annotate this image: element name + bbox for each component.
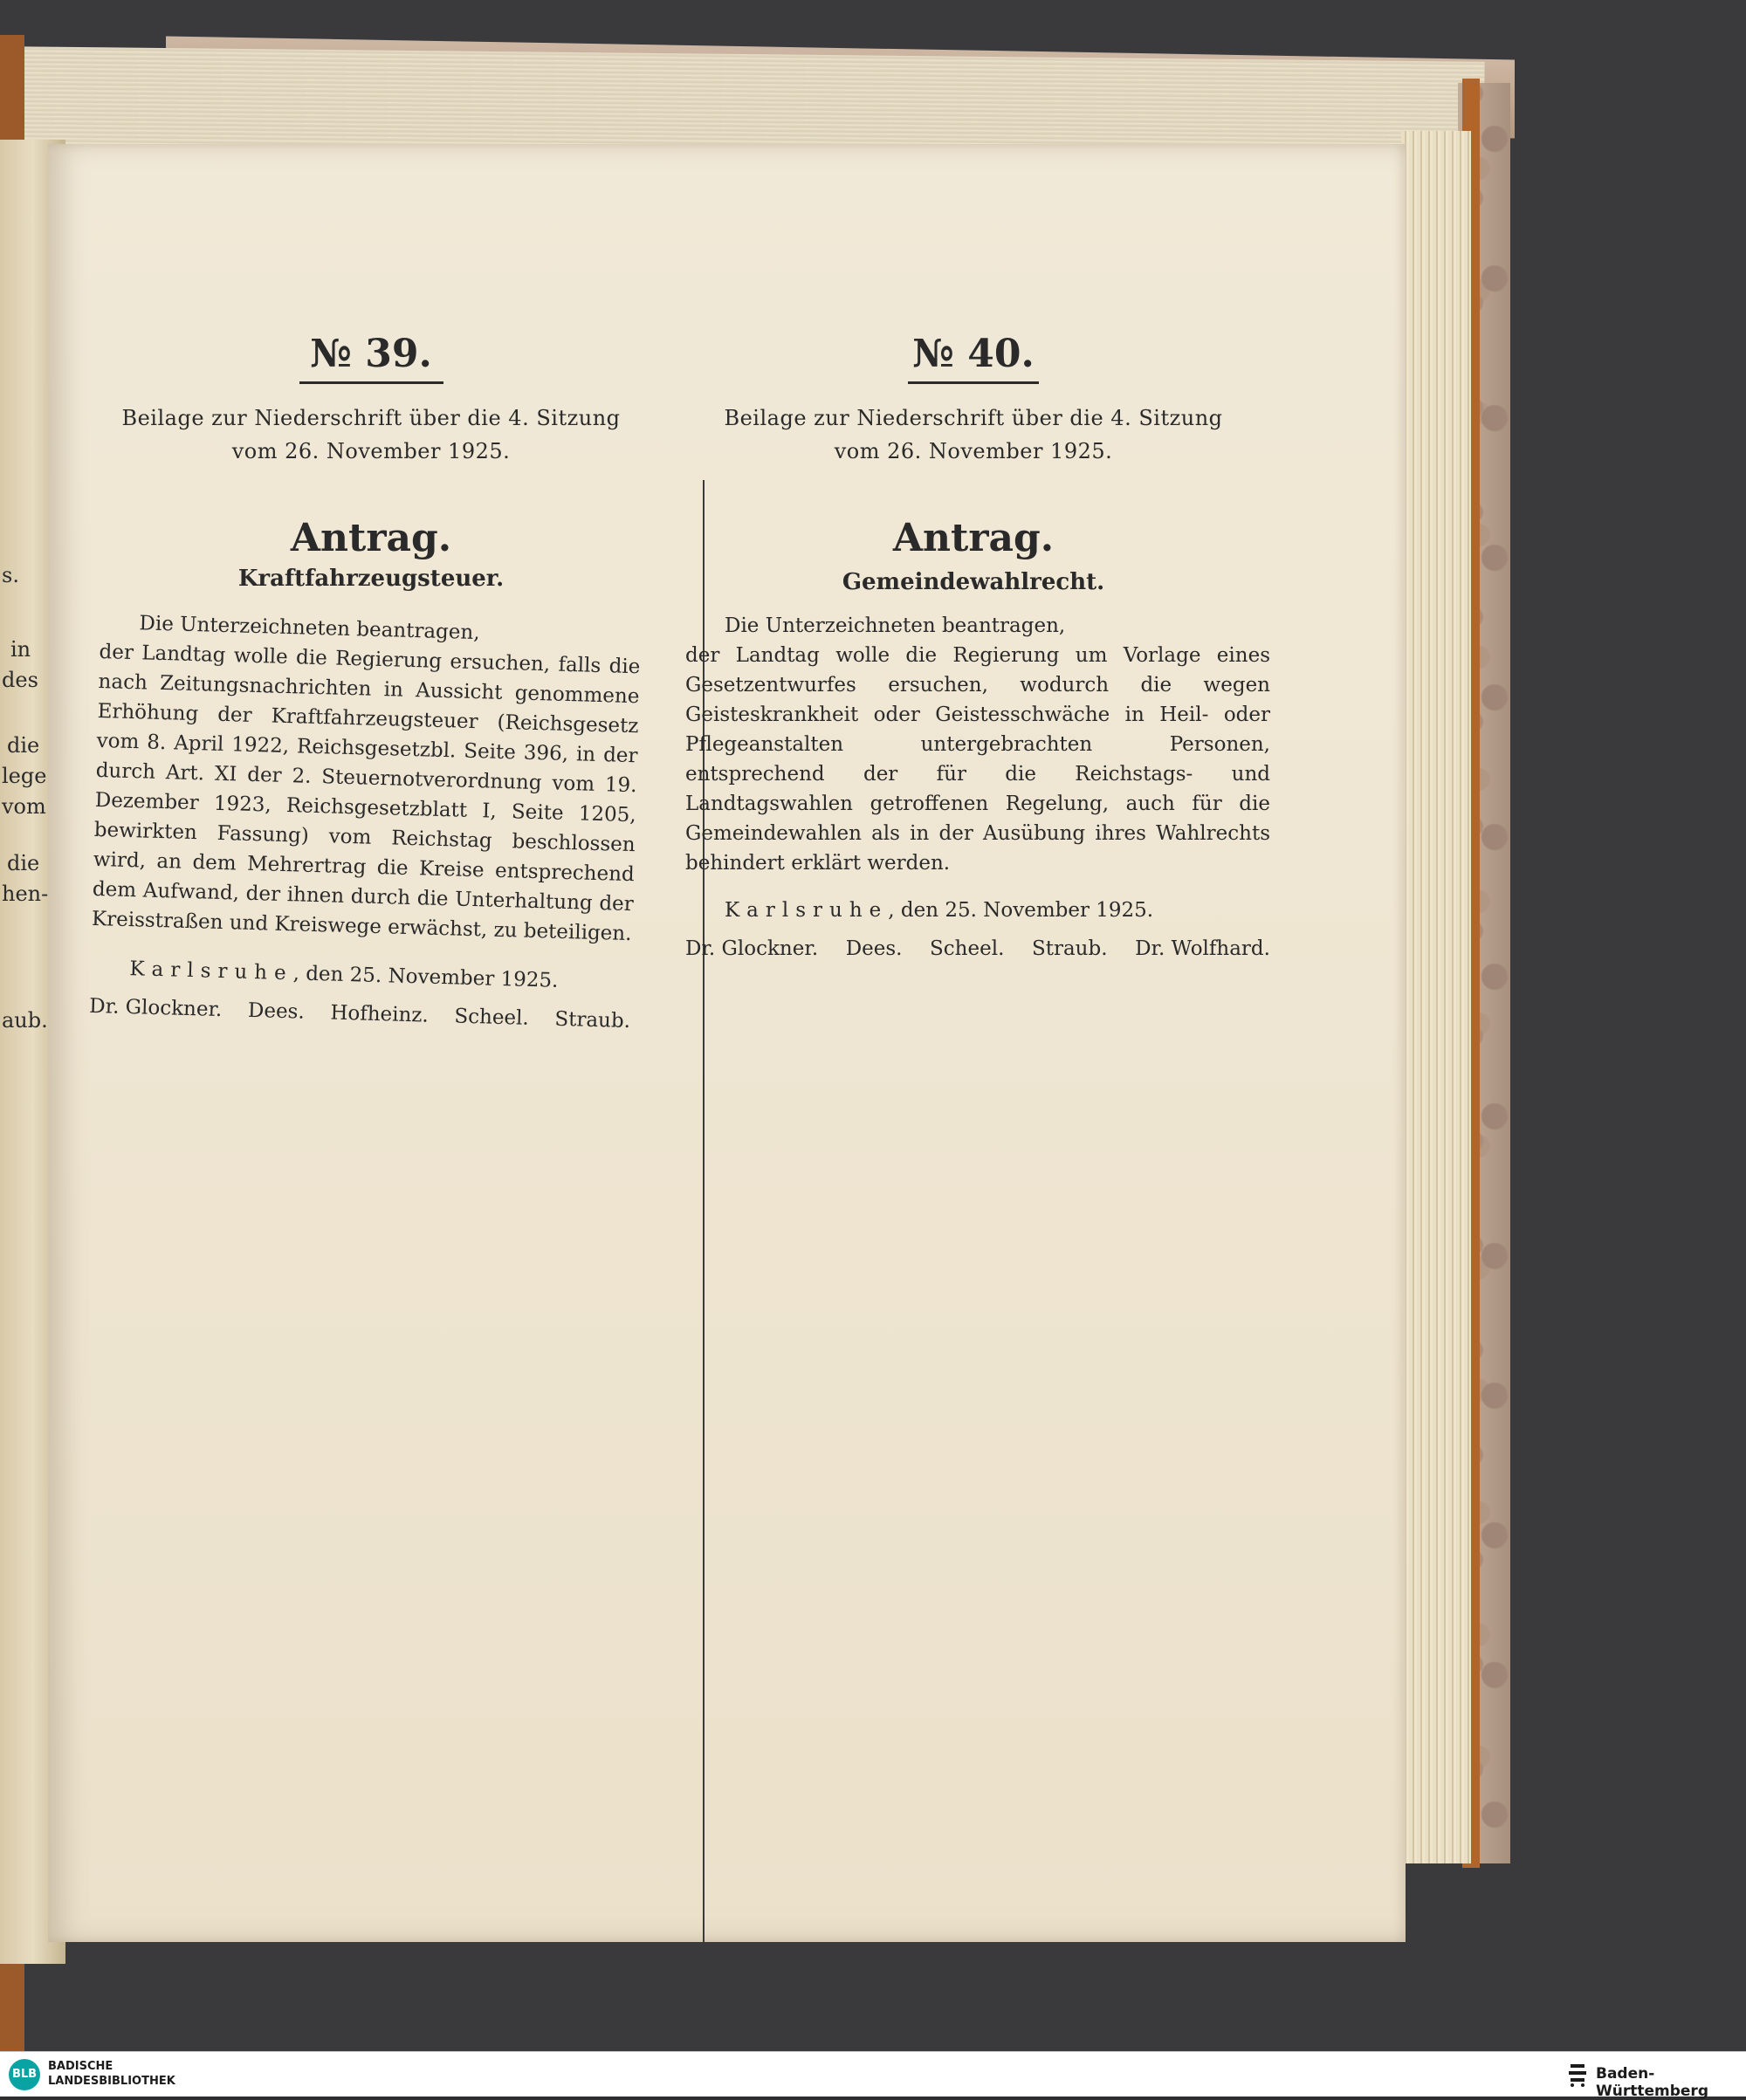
signatories xyxy=(685,934,1270,964)
signatory: Dr. Glockner. xyxy=(685,937,819,960)
library-name-line-1: BADISCHE xyxy=(48,2060,113,2073)
margin-fragment: die xyxy=(7,851,40,875)
text-block xyxy=(677,611,1270,964)
document-39 xyxy=(88,332,642,1033)
blb-logo[interactable]: BLB xyxy=(9,2059,40,2090)
margin-fragment: lege xyxy=(2,764,47,788)
document-number: № 40. xyxy=(912,332,1035,376)
date: , den 25. November 1925. xyxy=(292,962,559,992)
signatory: Straub. xyxy=(554,1007,631,1033)
signatory: Dees. xyxy=(247,999,306,1024)
date: , den 25. November 1925. xyxy=(888,899,1154,922)
signatory: Dees. xyxy=(845,937,903,960)
heading: Antrag. xyxy=(290,516,452,560)
subject: Kraftfahrzeugsteuer. xyxy=(237,566,505,592)
signatory: Scheel. xyxy=(930,937,1005,960)
page-edges-right xyxy=(1401,131,1471,1863)
supplement-line-2: vom 26. November 1925. xyxy=(834,439,1113,463)
state-name[interactable]: Baden-Württemberg xyxy=(1596,2065,1708,2100)
margin-fragment: s. xyxy=(2,563,19,587)
margin-fragment: vom xyxy=(2,794,46,819)
place-date xyxy=(685,896,1270,925)
place: Karlsruhe xyxy=(725,899,889,922)
document-40 xyxy=(677,332,1270,964)
number-underline xyxy=(299,381,443,384)
signatory: Hofheinz. xyxy=(330,1001,430,1027)
number-underline xyxy=(908,381,1039,384)
margin-fragment: die xyxy=(7,733,40,758)
subject: Gemeindewahlrecht. xyxy=(842,569,1105,595)
margin-fragment: in xyxy=(10,637,31,662)
signatory: Scheel. xyxy=(454,1005,530,1030)
supplement-line-1: Beilage zur Niederschrift über die 4. Sitzung xyxy=(724,406,1223,430)
coat-of-arms-icon xyxy=(1567,2061,1588,2089)
skewed-text-block xyxy=(89,607,642,1036)
body-text: der Landtag wolle die Regierung um Vorlage eines Gesetzentwurfes ersuchen, wodurch die wegen Geisteskrankheit oder Geistesschwäche in Heil- oder Pflegeanstalten untergebrachten Personen, entsprechend der für die Reichstags- und Landtagswahlen getroffenen Regelung, auch für die Gemeindewahlen als in der Ausübung ihres Wahlrechts behindert erklärt werden. xyxy=(685,644,1270,875)
viewer-footer xyxy=(0,2051,1746,2100)
margin-fragment: aub. xyxy=(2,1008,48,1033)
signatories xyxy=(89,992,631,1036)
signatory: Dr. Wolfhard. xyxy=(1135,937,1270,960)
supplement-line-2: vom 26. November 1925. xyxy=(231,439,511,463)
library-name-line-2: LANDESBIBLIOTHEK xyxy=(48,2075,175,2088)
body-text: der Landtag wolle die Regierung ersuchen, falls die nach Zeitungsnachrichten in Aussicht genommene Erhöhung der Kraftfahrzeugsteuer (Reichsgesetz vom 8. April 1922, Reichsgesetzbl. Seite 396, in der durch Art. XI der 2. Steuernotverordnung vom 19. Dezember 1923, Reichsgesetzblatt I, Seite 1205, bewirkten Fassung) vom Reichstag beschlossen wird, an dem Mehrertrag die Kreise entsprechend dem Aufwand, der ihnen durch die Unterhaltung der Kreisstraßen und Kreiswege erwächst, zu beteiligen. xyxy=(91,640,641,946)
library-name[interactable] xyxy=(48,2059,175,2089)
margin-fragment: hen- xyxy=(2,882,49,906)
heading: Antrag. xyxy=(892,516,1055,560)
document-number: № 39. xyxy=(310,332,432,376)
supplement-line-1: Beilage zur Niederschrift über die 4. Sitzung xyxy=(121,406,621,430)
right-page xyxy=(48,144,1406,1942)
place: Karlsruhe xyxy=(129,957,294,985)
intro-text: Die Unterzeichneten beantragen, xyxy=(139,612,480,645)
signatory: Straub. xyxy=(1031,937,1108,960)
margin-fragment: des xyxy=(2,668,38,692)
intro-text: Die Unterzeichneten beantragen, xyxy=(725,614,1066,637)
place-date xyxy=(90,953,632,998)
signatory: Dr. Glockner. xyxy=(88,994,223,1022)
